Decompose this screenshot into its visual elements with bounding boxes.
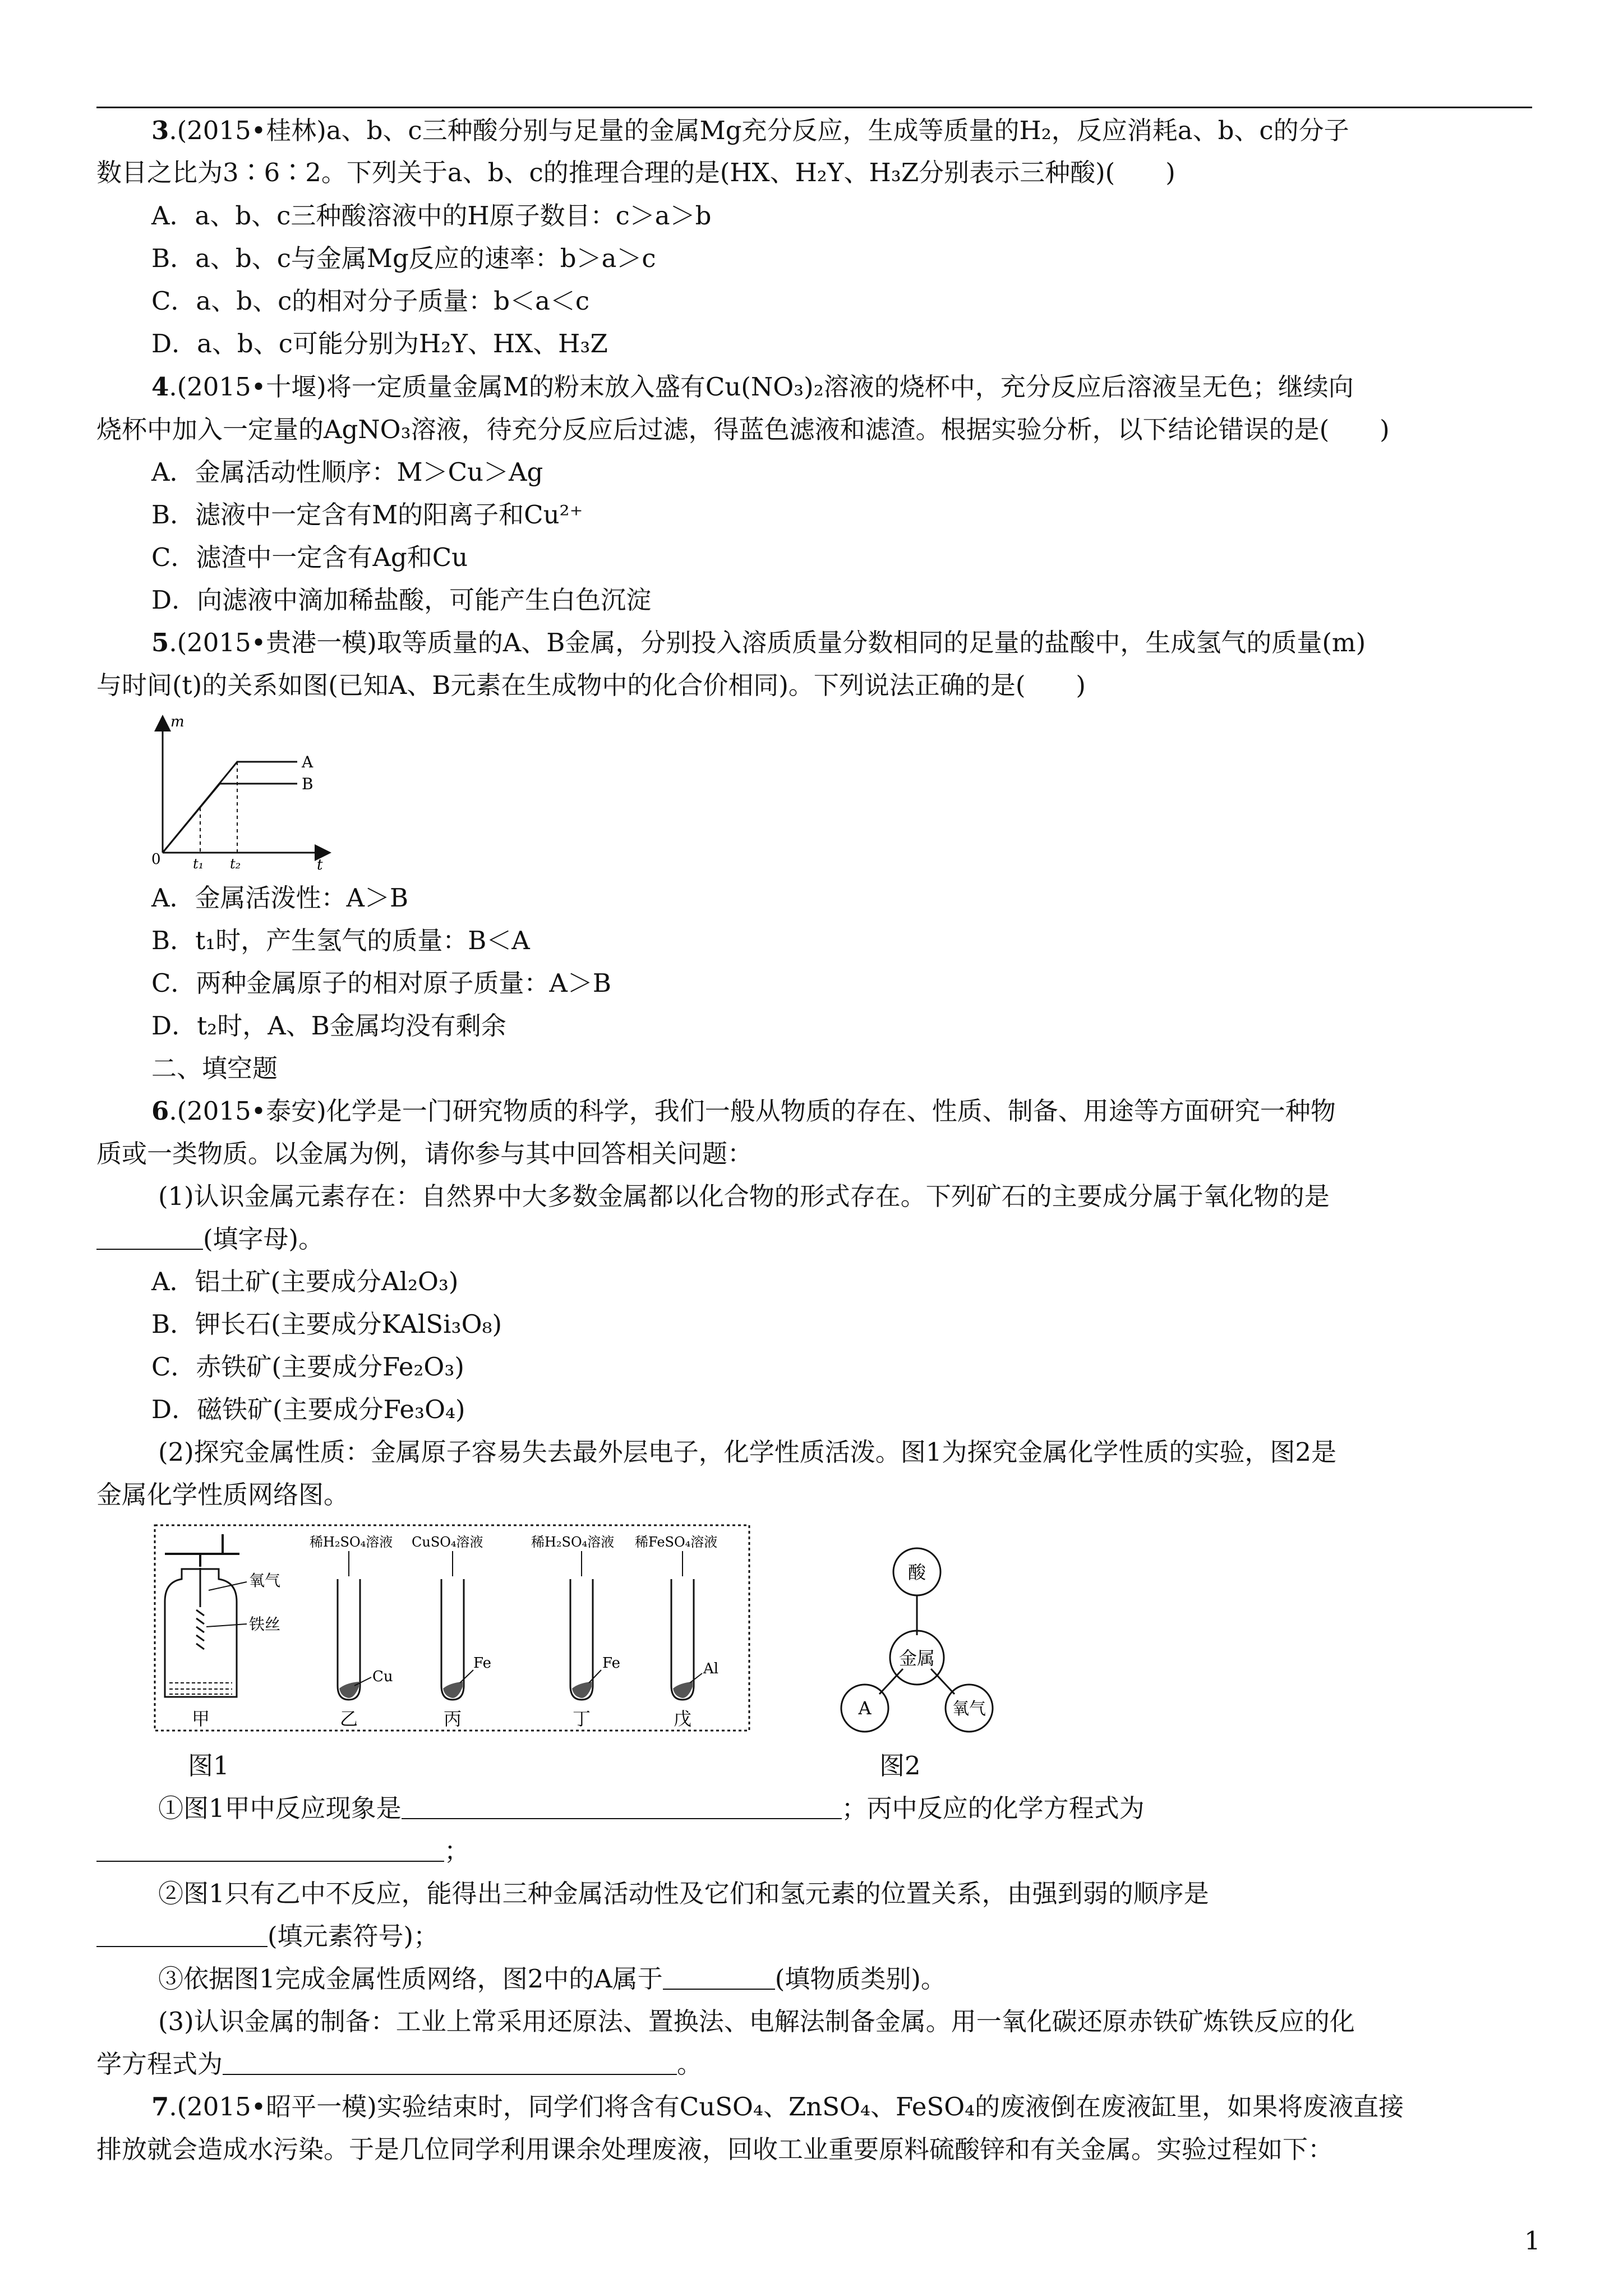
q5-graph (146, 710, 336, 872)
figure-1 (153, 1523, 753, 1747)
q5-number: 5 (151, 628, 169, 657)
node-acid-label: 酸 (907, 1562, 926, 1583)
q3-option-b: B．a、b、c与金属Mg反应的速率：b＞a＞c (151, 243, 656, 273)
q3-line2: 数目之比为3∶6∶2。下列关于a、b、c的推理合理的是(HX、H₂Y、H₃Z分别表示三种酸)( ) (96, 158, 1175, 187)
q3-text1: .(2015•桂林)a、b、c三种酸分别与足量的金属Mg充分反应，生成等质量的H₂，反应消耗a、b、c的分子 (169, 116, 1349, 145)
q5-option-b: B．t₁时，产生氢气的质量：B＜A (151, 926, 530, 955)
node-a-label: A (858, 1697, 872, 1719)
section-heading: 二、填空题 (151, 1053, 278, 1083)
label-tube-wu-solution: 稀FeSO₄溶液 (635, 1534, 718, 1550)
label-tube-bing-solution: CuSO₄溶液 (412, 1534, 483, 1550)
q5-x-label: t (317, 857, 323, 872)
q4-option-d: D．向滤液中滴加稀盐酸，可能产生白色沉淀 (151, 585, 652, 615)
q6-part1-line1: (1)认识金属元素存在：自然界中大多数金属都以化合物的形式存在。下列矿石的主要成分属于氧化物的是 (158, 1181, 1330, 1211)
test-tube-wu (671, 1551, 702, 1700)
q6-sub2-text-b: (填元素符号)； (268, 1921, 439, 1951)
q6-part2-line2: 金属化学性质网络图。 (96, 1480, 349, 1510)
label-tube-yi-solution: 稀H₂SO₄溶液 (310, 1534, 393, 1550)
q6-part3-line2 (96, 2049, 702, 2080)
q6-sub1-line2 (96, 1835, 469, 1867)
q5-t1-label: t₁ (193, 856, 204, 872)
q3-line1 (151, 115, 1349, 146)
q5-y-label: m (170, 714, 185, 730)
q6-line2: 质或一类物质。以金属为例，请你参与其中回答相关问题： (96, 1139, 753, 1168)
q6-number: 6 (151, 1096, 169, 1126)
page-number: 1 (1524, 2226, 1541, 2256)
q5-option-d: D．t₂时，A、B金属均没有剩余 (151, 1011, 506, 1041)
label-jia: 甲 (192, 1708, 210, 1729)
q5-t2-label: t₂ (230, 856, 241, 872)
q6-part3-text-a: 学方程式为 (96, 2049, 223, 2079)
header-rule (96, 107, 1532, 108)
q5-curve-b (163, 784, 297, 853)
q6-part3-text-b: 。 (677, 2049, 703, 2079)
q7-line1 (151, 2091, 1404, 2123)
label-wu: 戊 (674, 1708, 692, 1729)
q5-option-a: A．金属活泼性：A＞B (151, 883, 409, 913)
figure-1-caption: 图1 (188, 1751, 229, 1780)
q3-number: 3 (151, 116, 169, 145)
label-oxygen: 氧气 (249, 1571, 281, 1590)
q4-text1: .(2015•十堰)将一定质量金属M的粉末放入盛有Cu(NO₃)₂溶液的烧杯中，充分反应后溶液呈无色；继续向 (169, 372, 1354, 402)
q6-sub3-text-a: ③依据图1完成金属性质网络，图2中的A属于 (158, 1964, 663, 1994)
q6-ore-b: B．钾长石(主要成分KAlSi₃O₈) (151, 1309, 502, 1339)
q6-sub3-text-b: (填物质类别)。 (774, 1964, 946, 1994)
q6-text1: .(2015•泰安)化学是一门研究物质的科学，我们一般从物质的存在、性质、制备、用途等方面研究一种物 (169, 1096, 1336, 1126)
q6-sub3-line (158, 1963, 946, 1995)
label-metal-al: Al (703, 1660, 719, 1677)
q6-sub1-text-b: ；丙中反应的化学方程式为 (841, 1793, 1145, 1823)
q6-part1-line2 (96, 1223, 324, 1255)
q5-series-b-label: B (302, 775, 313, 793)
q5-text1: .(2015•贵港一模)取等质量的A、B金属，分别投入溶质质量分数相同的足量的盐酸中，生成氢气的质量(m) (169, 628, 1366, 657)
figure-2 (830, 1543, 1009, 1733)
q6-sub1-text-c: ； (444, 1836, 470, 1866)
q4-number: 4 (151, 372, 169, 402)
q7-number: 7 (151, 2092, 169, 2122)
answer-blank-1[interactable] (96, 1228, 203, 1250)
q7-text1: .(2015•昭平一模)实验结束时，同学们将含有CuSO₄、ZnSO₄、FeSO₄的废液倒在废液缸里，如果将废液直接 (169, 2092, 1404, 2122)
q4-option-c: C．滤渣中一定含有Ag和Cu (151, 542, 468, 572)
q5-option-c: C．两种金属原子的相对原子质量：A＞B (151, 968, 611, 998)
answer-blank-6[interactable] (223, 2054, 677, 2075)
q6-ore-c: C．赤铁矿(主要成分Fe₂O₃) (151, 1352, 464, 1382)
q6-ore-d: D．磁铁矿(主要成分Fe₃O₄) (151, 1395, 465, 1424)
q5-curve-a (163, 762, 297, 853)
node-oxygen-label: 氧气 (952, 1699, 986, 1719)
q6-ore-a: A．铝土矿(主要成分Al₂O₃) (151, 1267, 459, 1296)
q6-sub1-text-a: ①图1甲中反应现象是 (158, 1793, 402, 1823)
q5-line2: 与时间(t)的关系如图(已知A、B元素在生成物中的化合价相同)。下列说法正确的是( ) (96, 670, 1086, 700)
q4-line2: 烧杯中加入一定量的AgNO₃溶液，待充分反应后过滤，得蓝色滤液和滤渣。根据实验分析，以下结论错误的是( ) (96, 415, 1390, 444)
q5-series-a-label: A (302, 753, 313, 771)
node-metal-label: 金属 (898, 1648, 935, 1669)
answer-blank-2[interactable] (402, 1798, 842, 1819)
q4-option-b: B．滤液中一定含有M的阳离子和Cu²⁺ (151, 500, 583, 530)
label-iron-wire: 铁丝 (249, 1615, 281, 1634)
q5-origin: 0 (151, 851, 161, 868)
label-bing: 丙 (444, 1708, 462, 1729)
q7-line2: 排放就会造成水污染。于是几位同学利用课余处理废液，回收工业重要原料硫酸锌和有关金属。实验过程如下： (96, 2134, 1334, 2164)
q4-line1 (151, 371, 1354, 403)
answer-blank-5[interactable] (663, 1968, 775, 1990)
label-metal-fe-bing: Fe (473, 1655, 492, 1672)
q6-sub2-line2 (96, 1921, 439, 1952)
test-tube-yi (338, 1551, 371, 1700)
q5-line1 (151, 627, 1366, 659)
test-tube-bing (441, 1551, 473, 1700)
label-tube-ding-solution: 稀H₂SO₄溶液 (531, 1534, 615, 1550)
q3-option-c: C．a、b、c的相对分子质量：b＜a＜c (151, 286, 590, 316)
test-tube-ding (570, 1551, 601, 1700)
q6-sub2-line1: ②图1只有乙中不反应，能得出三种金属活动性及它们和氢元素的位置关系，由强到弱的顺序是 (158, 1879, 1209, 1908)
label-metal-fe-ding: Fe (602, 1655, 621, 1672)
label-metal-cu: Cu (372, 1668, 393, 1685)
q3-option-d: D．a、b、c可能分别为H₂Y、HX、H₃Z (151, 329, 608, 358)
apparatus-jia (165, 1534, 247, 1697)
q3-option-a: A．a、b、c三种酸溶液中的H原子数目：c＞a＞b (151, 201, 712, 231)
q6-part1-hint: (填字母)。 (203, 1224, 324, 1254)
label-ding: 丁 (573, 1708, 591, 1729)
q6-part2-line1: (2)探究金属性质：金属原子容易失去最外层电子，化学性质活泼。图1为探究金属化学性质的实验，图2是 (158, 1437, 1337, 1467)
label-yi: 乙 (340, 1708, 358, 1729)
figure-2-caption: 图2 (879, 1751, 921, 1780)
answer-blank-3[interactable] (96, 1841, 444, 1862)
q6-part3-line1: (3)认识金属的制备：工业上常采用还原法、置换法、电解法制备金属。用一氧化碳还原赤铁矿炼铁反应的化 (158, 2007, 1355, 2036)
answer-blank-4[interactable] (96, 1926, 268, 1947)
q4-option-a: A．金属活动性顺序：M＞Cu＞Ag (151, 457, 543, 487)
q6-sub1-line1 (158, 1793, 1145, 1824)
q6-line1 (151, 1096, 1336, 1127)
